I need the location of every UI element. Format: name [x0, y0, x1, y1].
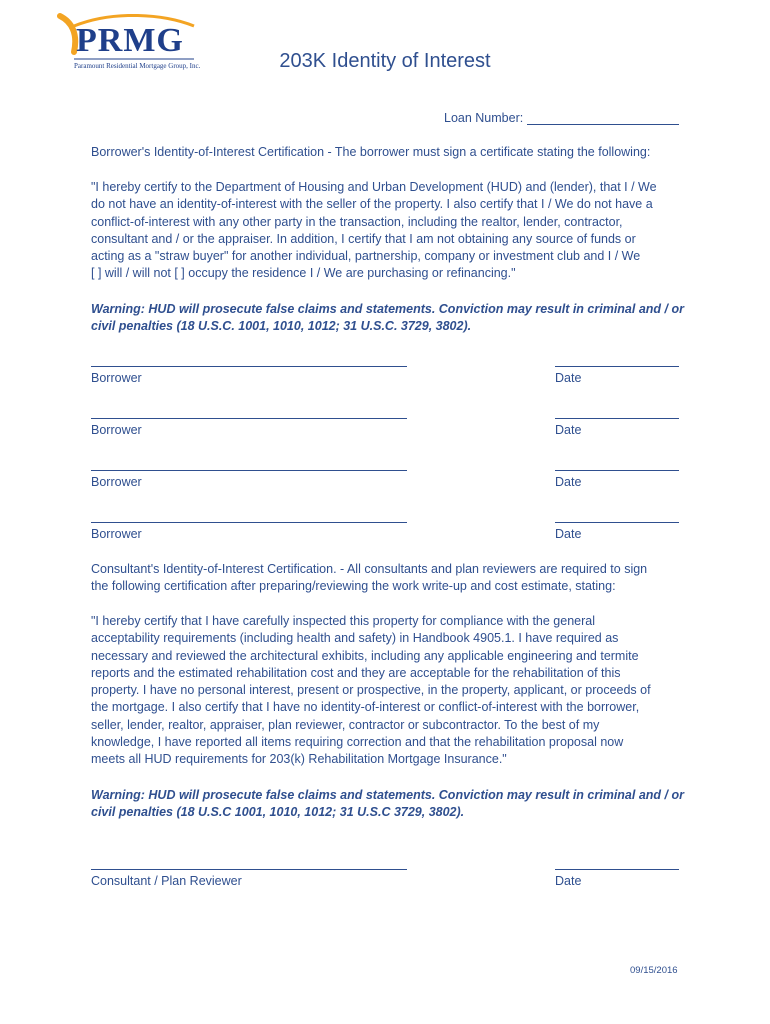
consultant-cert-line: the mortgage. I also certify that I have no identity-of-interest or conflict-of-interest with the borrower, [91, 700, 640, 715]
borrower-1-date-line[interactable] [555, 366, 679, 367]
consultant-date-line[interactable] [555, 869, 679, 870]
warning-line: Warning: HUD will prosecute false claims and statements. Conviction may result in criminal and / or [91, 302, 684, 316]
borrower-2-date-line[interactable] [555, 418, 679, 419]
loan-number-input-line[interactable] [527, 112, 679, 125]
warning-2 [91, 787, 691, 822]
borrower-3-label: Borrower [91, 475, 142, 489]
borrower-3-date-line[interactable] [555, 470, 679, 471]
footer-date: 09/15/2016 [630, 965, 678, 976]
consultant-cert-line: reports and the estimated rehabilitation cost and they are acceptable for the rehabilitation of this [91, 665, 621, 680]
borrower-1-label: Borrower [91, 371, 142, 385]
consultant-cert-line: acceptability requirements (including health and safety) in Handbook 4905.1. I have required as [91, 631, 619, 646]
borrower-cert-text [91, 179, 691, 283]
borrower-4-date-label: Date [555, 527, 582, 541]
borrower-3-signature-line[interactable] [91, 470, 407, 471]
borrower-cert-intro: Borrower's Identity-of-Interest Certification - The borrower must sign a certificate stating the following: [91, 145, 651, 159]
consultant-date-label: Date [555, 874, 582, 888]
borrower-3-date-label: Date [555, 475, 582, 489]
consultant-cert-line: knowledge, I have reported all items requiring correction and that the rehabilitation proposal now [91, 735, 624, 750]
consultant-cert-line: property. I have no personal interest, present or prospective, in the property, applicant, or proceeds of [91, 683, 651, 698]
consultant-cert-line: seller, lender, realtor, appraiser, plan reviewer, contractor or subcontractor. To the best of my [91, 717, 600, 732]
page-title [0, 50, 770, 73]
warning-1 [91, 301, 691, 336]
borrower-1-signature-line[interactable] [91, 366, 407, 367]
borrower-cert-line: conflict-of-interest with any other party in the transaction, including the realtor, lender, contractor, [91, 214, 623, 229]
consultant-signature-line[interactable] [91, 869, 407, 870]
borrower-2-date-label: Date [555, 423, 582, 437]
consultant-intro-line: Consultant's Identity-of-Interest Certification. - All consultants and plan reviewers are required to sign [91, 562, 648, 576]
borrower-4-label: Borrower [91, 527, 142, 541]
borrower-cert-line: "I hereby certify to the Department of Housing and Urban Development (HUD) and (lender), that I / We [91, 180, 657, 194]
borrower-cert-line: do not have an identity-of-interest with the seller of the property. I also certify that I / We do not have a [91, 197, 653, 212]
consultant-cert-line: meets all HUD requirements for 203(k) Rehabilitation Mortgage Insurance." [91, 752, 507, 767]
consultant-cert-line: necessary and reviewed the architectural exhibits, including any applicable engineering and termite [91, 648, 639, 663]
title-text: 203K Identity of Interest [279, 50, 491, 72]
warning-line: Warning: HUD will prosecute false claims and statements. Conviction may result in criminal and / or [91, 788, 684, 802]
borrower-2-label: Borrower [91, 423, 142, 437]
logo-subtitle: Paramount Residential Mortgage Group, Inc. [74, 62, 201, 70]
loan-number-field [444, 111, 679, 125]
loan-number-label: Loan Number: [444, 111, 524, 125]
consultant-intro-line: the following certification after preparing/reviewing the work write-up and cost estimate, stating: [91, 579, 616, 594]
borrower-4-date-line[interactable] [555, 522, 679, 523]
consultant-cert-line: "I hereby certify that I have carefully inspected this property for compliance with the general [91, 614, 595, 628]
borrower-2-signature-line[interactable] [91, 418, 407, 419]
borrower-4-signature-line[interactable] [91, 522, 407, 523]
consultant-cert-intro [91, 561, 691, 596]
consultant-label: Consultant / Plan Reviewer [91, 874, 242, 888]
borrower-1-date-label: Date [555, 371, 582, 385]
borrower-cert-line: [ ] will / will not [ ] occupy the residence I / We are purchasing or refinancing." [91, 266, 516, 281]
warning-line: civil penalties (18 U.S.C 1001, 1010, 1012; 31 U.S.C 3729, 3802). [91, 805, 465, 820]
borrower-cert-line: consultant and / or the appraiser. In addition, I certify that I am not obtaining any source of funds or [91, 231, 636, 246]
borrower-cert-line: acting as a "straw buyer" for another individual, partnership, company or investment club and I / We [91, 249, 641, 264]
warning-line: civil penalties (18 U.S.C. 1001, 1010, 1012; 31 U.S.C. 3729, 3802). [91, 319, 472, 334]
logo-wordmark: PRMG [76, 22, 184, 59]
consultant-cert-text [91, 613, 691, 769]
